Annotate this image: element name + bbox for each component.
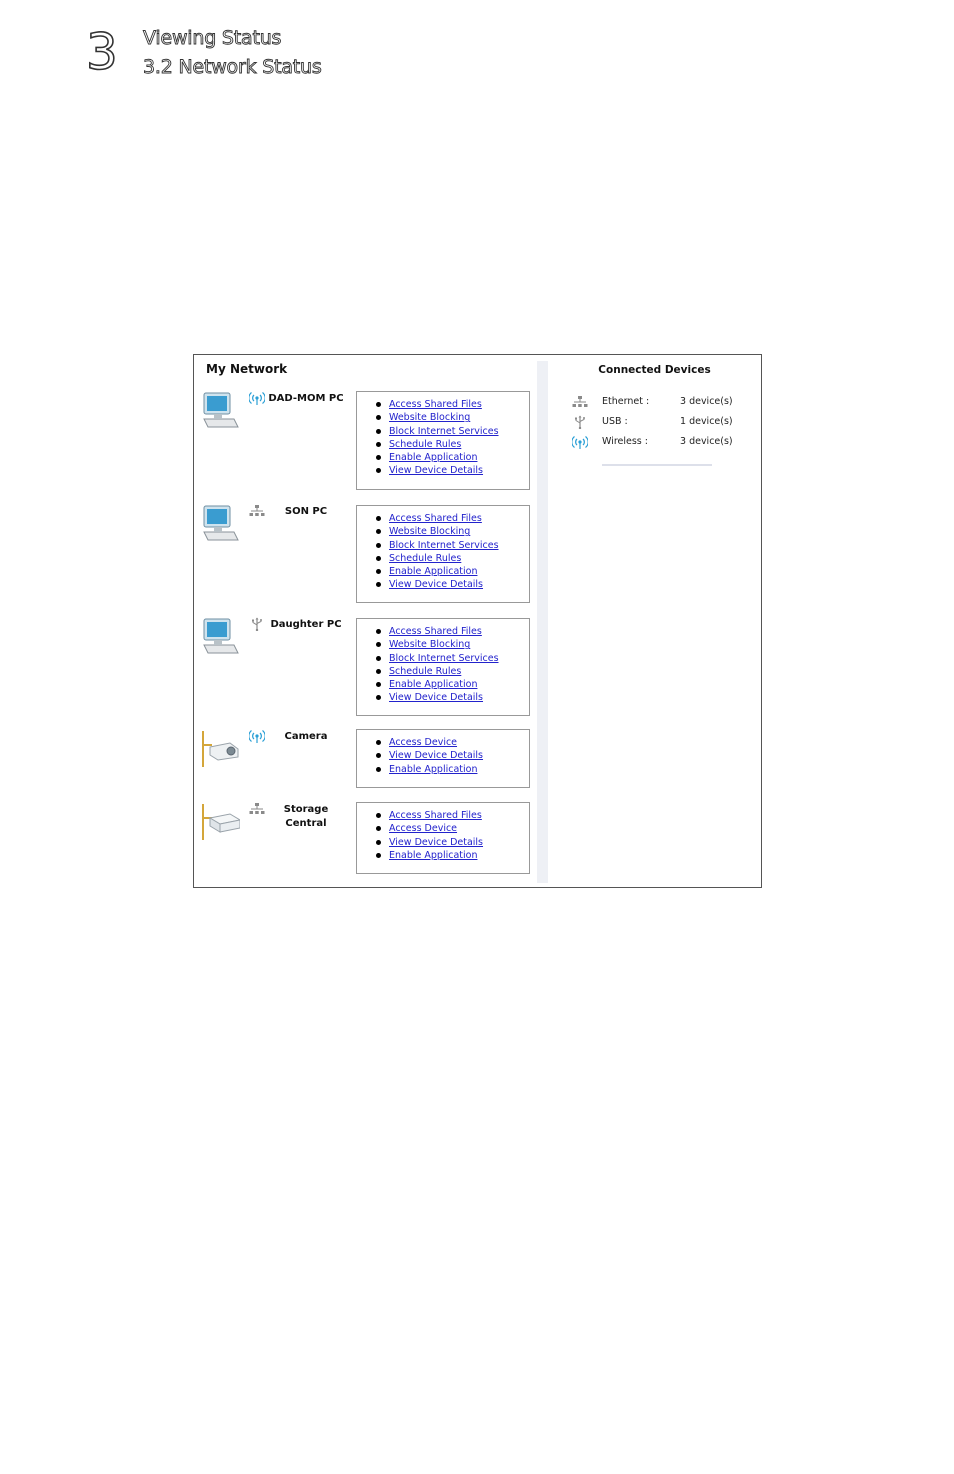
list-item [389, 438, 529, 451]
device-actions-box [356, 802, 530, 874]
enable-application-link[interactable]: Enable Application [389, 566, 478, 578]
list-item [389, 849, 529, 862]
view-device-details-link[interactable]: View Device Details [389, 465, 484, 477]
website-blocking-link[interactable]: Website Blocking [389, 412, 471, 424]
block-internet-services-link[interactable]: Block Internet Services [389, 425, 499, 437]
wireless-icon [572, 435, 588, 449]
chapter-title: Viewing Status [143, 27, 282, 49]
device-name-line1: Storage [283, 804, 329, 815]
list-item [389, 691, 529, 704]
connected-devices-title: Connected Devices [598, 364, 711, 376]
wireless-icon [249, 391, 265, 405]
wireless-count: 3 device(s) [680, 436, 733, 447]
website-blocking-link[interactable]: Website Blocking [389, 526, 471, 538]
network-status-screenshot [193, 354, 762, 888]
device-name: SON PC [284, 506, 328, 517]
camera-device-icon[interactable] [200, 729, 240, 769]
computer-icon[interactable] [200, 617, 240, 657]
list-item [389, 809, 529, 822]
chapter-number: 3 [86, 23, 118, 81]
list-item [389, 625, 529, 638]
block-internet-services-link[interactable]: Block Internet Services [389, 652, 499, 664]
connected-devices-panel [548, 355, 761, 887]
divider-line [602, 464, 712, 466]
panel-divider [537, 361, 548, 883]
schedule-rules-link[interactable]: Schedule Rules [389, 665, 462, 677]
view-device-details-link[interactable]: View Device Details [389, 750, 484, 762]
enable-application-link[interactable]: Enable Application [389, 452, 478, 464]
list-item [389, 836, 529, 849]
access-shared-files-link[interactable]: Access Shared Files [389, 810, 482, 821]
ethernet-icon [572, 395, 588, 409]
list-item [389, 638, 529, 651]
list-item [389, 525, 529, 538]
access-shared-files-link[interactable]: Access Shared Files [389, 626, 482, 637]
list-item [389, 736, 529, 749]
ethernet-icon [249, 802, 265, 816]
device-name: Camera [284, 731, 328, 742]
device-name-line2: Central [285, 818, 327, 829]
wireless-count-row [572, 435, 752, 451]
schedule-rules-link[interactable]: Schedule Rules [389, 438, 462, 450]
ethernet-count-row [572, 395, 752, 411]
device-actions-box [356, 391, 530, 490]
list-item [389, 749, 529, 762]
view-device-details-link[interactable]: View Device Details [389, 579, 484, 591]
list-item [389, 398, 529, 411]
my-network-title: My Network [206, 362, 288, 376]
usb-icon [249, 617, 265, 631]
enable-application-link[interactable]: Enable Application [389, 763, 478, 775]
access-shared-files-link[interactable]: Access Shared Files [389, 399, 482, 410]
device-name [266, 803, 346, 831]
ethernet-label: Ethernet : [602, 396, 650, 407]
access-device-link[interactable]: Access Device [389, 823, 458, 835]
computer-icon[interactable] [200, 391, 240, 431]
wireless-icon [249, 729, 265, 743]
schedule-rules-link[interactable]: Schedule Rules [389, 552, 462, 564]
list-item [389, 411, 529, 424]
list-item [389, 565, 529, 578]
list-item [389, 665, 529, 678]
list-item [389, 425, 529, 438]
usb-count: 1 device(s) [680, 416, 733, 427]
list-item [389, 539, 529, 552]
website-blocking-link[interactable]: Website Blocking [389, 639, 471, 651]
device-actions-box [356, 618, 530, 716]
enable-application-link[interactable]: Enable Application [389, 849, 478, 861]
list-item [389, 652, 529, 665]
usb-icon [572, 415, 588, 429]
block-internet-services-link[interactable]: Block Internet Services [389, 539, 499, 551]
access-device-link[interactable]: Access Device [389, 737, 458, 748]
list-item [389, 464, 529, 477]
device-actions-box [356, 729, 530, 788]
list-item [389, 678, 529, 691]
ethernet-icon [249, 504, 265, 518]
my-network-panel [194, 355, 539, 887]
list-item [389, 552, 529, 565]
list-item [389, 822, 529, 835]
view-device-details-link[interactable]: View Device Details [389, 836, 484, 848]
storage-device-icon[interactable] [200, 802, 240, 842]
enable-application-link[interactable]: Enable Application [389, 679, 478, 691]
ethernet-count: 3 device(s) [680, 396, 733, 407]
usb-count-row [572, 415, 752, 431]
device-name: Daughter PC [270, 619, 342, 630]
view-device-details-link[interactable]: View Device Details [389, 692, 484, 704]
computer-icon[interactable] [200, 504, 240, 544]
list-item [389, 451, 529, 464]
device-actions-box [356, 505, 530, 603]
list-item [389, 763, 529, 776]
wireless-label: Wireless : [602, 436, 648, 447]
list-item [389, 578, 529, 591]
section-title: 3.2 Network Status [143, 56, 322, 78]
list-item [389, 512, 529, 525]
device-name: DAD-MOM PC [268, 393, 344, 404]
access-shared-files-link[interactable]: Access Shared Files [389, 513, 482, 524]
usb-label: USB : [602, 416, 628, 427]
